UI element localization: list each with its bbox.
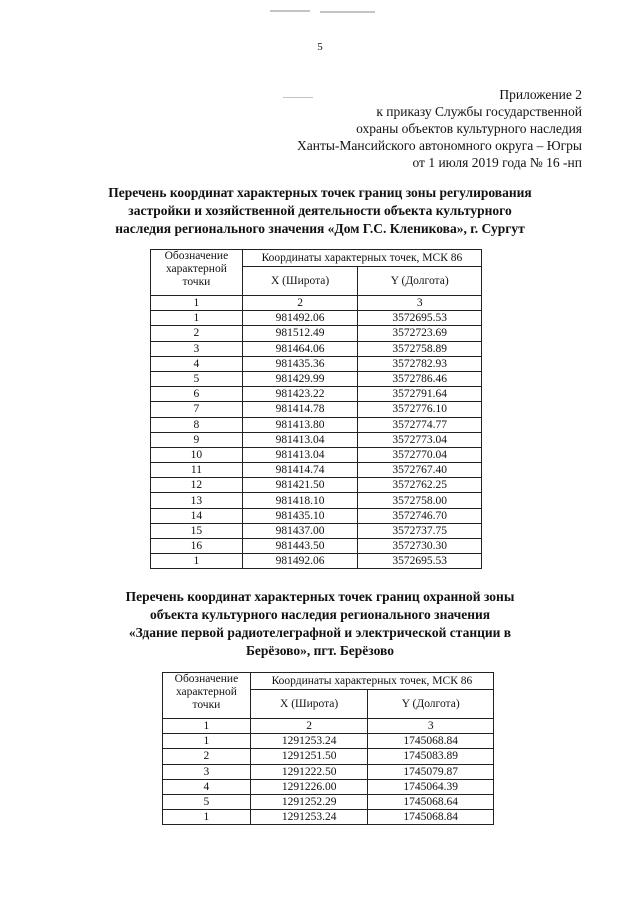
column-number: 3 — [368, 719, 494, 734]
x-latitude-cell: 1291253.24 — [250, 734, 368, 749]
point-id-cell: 1 — [163, 734, 251, 749]
point-id-cell: 1 — [151, 554, 243, 569]
point-id-cell: 5 — [163, 794, 251, 809]
y-longitude-cell: 3572786.46 — [358, 371, 482, 386]
x-latitude-cell: 981413.04 — [242, 447, 358, 462]
x-latitude-cell: 981492.06 — [242, 311, 358, 326]
section2-title-line: «Здание первой радиотелеграфной и электрической станции в — [128, 625, 512, 640]
table-row — [151, 341, 482, 356]
header-y-longitude: Y (Долгота) — [368, 690, 494, 719]
appendix-line: от 1 июля 2019 года № 16 -нп — [412, 155, 582, 170]
y-longitude-cell: 3572762.25 — [358, 478, 482, 493]
x-latitude-cell: 981413.04 — [242, 432, 358, 447]
page-number: 5 — [317, 41, 323, 53]
y-longitude-cell: 3572723.69 — [358, 326, 482, 341]
header-y-longitude: Y (Долгота) — [358, 267, 482, 296]
y-longitude-cell: 3572791.64 — [358, 387, 482, 402]
table-row — [163, 749, 494, 764]
point-id-cell: 16 — [151, 539, 243, 554]
y-longitude-cell: 3572758.89 — [358, 341, 482, 356]
point-id-cell: 13 — [151, 493, 243, 508]
header-coordinates-group: Координаты характерных точек, МСК 86 — [242, 250, 481, 267]
x-latitude-cell: 981512.49 — [242, 326, 358, 341]
point-id-cell: 4 — [163, 779, 251, 794]
table-row — [163, 734, 494, 749]
scan-artifact — [320, 11, 375, 13]
column-number: 2 — [242, 296, 358, 311]
header-x-latitude: X (Широта) — [250, 690, 368, 719]
y-longitude-cell: 3572776.10 — [358, 402, 482, 417]
section1-title-line: застройки и хозяйственной деятельности объекта культурного — [128, 203, 512, 218]
x-latitude-cell: 981464.06 — [242, 341, 358, 356]
table-row — [163, 794, 494, 809]
x-latitude-cell: 981418.10 — [242, 493, 358, 508]
y-longitude-cell: 3572782.93 — [358, 356, 482, 371]
appendix-line: охраны объектов культурного наследия — [356, 121, 582, 136]
appendix-line: к приказу Службы государственной — [376, 104, 582, 119]
point-id-cell: 7 — [151, 402, 243, 417]
y-longitude-cell: 1745064.39 — [368, 779, 494, 794]
table-row — [151, 311, 482, 326]
y-longitude-cell: 3572746.70 — [358, 508, 482, 523]
x-latitude-cell: 1291222.50 — [250, 764, 368, 779]
section1-title — [0, 184, 640, 238]
x-latitude-cell: 1291226.00 — [250, 779, 368, 794]
point-id-cell: 3 — [163, 764, 251, 779]
x-latitude-cell: 981414.78 — [242, 402, 358, 417]
section2-title-line: объекта культурного наследия регионального значения — [149, 607, 491, 622]
table-row — [151, 447, 482, 462]
section2-title-line: Берёзово», пгт. Берёзово — [245, 643, 395, 658]
table-row — [151, 326, 482, 341]
column-number: 1 — [151, 296, 243, 311]
table-row — [151, 402, 482, 417]
header-point-label: Обозначение характерной точки — [163, 673, 251, 719]
point-id-cell: 12 — [151, 478, 243, 493]
point-id-cell: 14 — [151, 508, 243, 523]
table-row — [151, 356, 482, 371]
section1-title-line: наследия регионального значения «Дом Г.С. Кленикова», г. Сургут — [115, 221, 525, 236]
point-id-cell: 1 — [163, 810, 251, 825]
table-row — [151, 493, 482, 508]
table-row — [151, 417, 482, 432]
header-point-label: Обозначение характерной точки — [151, 250, 243, 296]
point-id-cell: 9 — [151, 432, 243, 447]
y-longitude-cell: 1745068.84 — [368, 810, 494, 825]
x-latitude-cell: 981435.36 — [242, 356, 358, 371]
point-id-cell: 5 — [151, 371, 243, 386]
appendix-line: Ханты-Мансийского автономного округа – Югры — [297, 138, 582, 153]
table-row — [151, 432, 482, 447]
x-latitude-cell: 981435.10 — [242, 508, 358, 523]
table-row — [151, 508, 482, 523]
header-x-latitude: X (Широта) — [242, 267, 358, 296]
section2-title-line: Перечень координат характерных точек границ охранной зоны — [125, 589, 515, 604]
x-latitude-cell: 981414.74 — [242, 463, 358, 478]
point-id-cell: 6 — [151, 387, 243, 402]
y-longitude-cell: 3572730.30 — [358, 539, 482, 554]
table-row — [151, 371, 482, 386]
column-number: 1 — [163, 719, 251, 734]
section1-title-line: Перечень координат характерных точек границ зоны регулирования — [108, 185, 532, 200]
table-row — [151, 523, 482, 538]
section2-title — [0, 588, 640, 660]
appendix-reference — [297, 86, 582, 171]
x-latitude-cell: 981429.99 — [242, 371, 358, 386]
table-row — [163, 810, 494, 825]
table-row — [151, 463, 482, 478]
table-row — [163, 764, 494, 779]
appendix-line: Приложение 2 — [499, 87, 582, 102]
table-row — [163, 779, 494, 794]
table-row — [151, 539, 482, 554]
x-latitude-cell: 981413.80 — [242, 417, 358, 432]
x-latitude-cell: 981443.50 — [242, 539, 358, 554]
point-id-cell: 2 — [163, 749, 251, 764]
table-row — [151, 554, 482, 569]
y-longitude-cell: 3572695.53 — [358, 311, 482, 326]
table-row — [151, 478, 482, 493]
x-latitude-cell: 981492.06 — [242, 554, 358, 569]
scan-artifact — [270, 10, 310, 12]
point-id-cell: 1 — [151, 311, 243, 326]
y-longitude-cell: 1745068.64 — [368, 794, 494, 809]
y-longitude-cell: 3572695.53 — [358, 554, 482, 569]
x-latitude-cell: 981423.22 — [242, 387, 358, 402]
point-id-cell: 8 — [151, 417, 243, 432]
point-id-cell: 15 — [151, 523, 243, 538]
y-longitude-cell: 3572767.40 — [358, 463, 482, 478]
point-id-cell: 10 — [151, 447, 243, 462]
column-number: 2 — [250, 719, 368, 734]
point-id-cell: 4 — [151, 356, 243, 371]
y-longitude-cell: 3572770.04 — [358, 447, 482, 462]
y-longitude-cell: 1745079.87 — [368, 764, 494, 779]
y-longitude-cell: 3572773.04 — [358, 432, 482, 447]
x-latitude-cell: 1291251.50 — [250, 749, 368, 764]
y-longitude-cell: 3572758.00 — [358, 493, 482, 508]
header-coordinates-group: Координаты характерных точек, МСК 86 — [250, 673, 493, 690]
x-latitude-cell: 1291252.29 — [250, 794, 368, 809]
section1-coordinates-table — [150, 249, 482, 569]
y-longitude-cell: 1745068.84 — [368, 734, 494, 749]
y-longitude-cell: 3572737.75 — [358, 523, 482, 538]
point-id-cell: 11 — [151, 463, 243, 478]
x-latitude-cell: 981421.50 — [242, 478, 358, 493]
x-latitude-cell: 981437.00 — [242, 523, 358, 538]
point-id-cell: 3 — [151, 341, 243, 356]
section2-coordinates-table — [162, 672, 494, 825]
column-number: 3 — [358, 296, 482, 311]
x-latitude-cell: 1291253.24 — [250, 810, 368, 825]
table-row — [151, 387, 482, 402]
y-longitude-cell: 1745083.89 — [368, 749, 494, 764]
point-id-cell: 2 — [151, 326, 243, 341]
y-longitude-cell: 3572774.77 — [358, 417, 482, 432]
